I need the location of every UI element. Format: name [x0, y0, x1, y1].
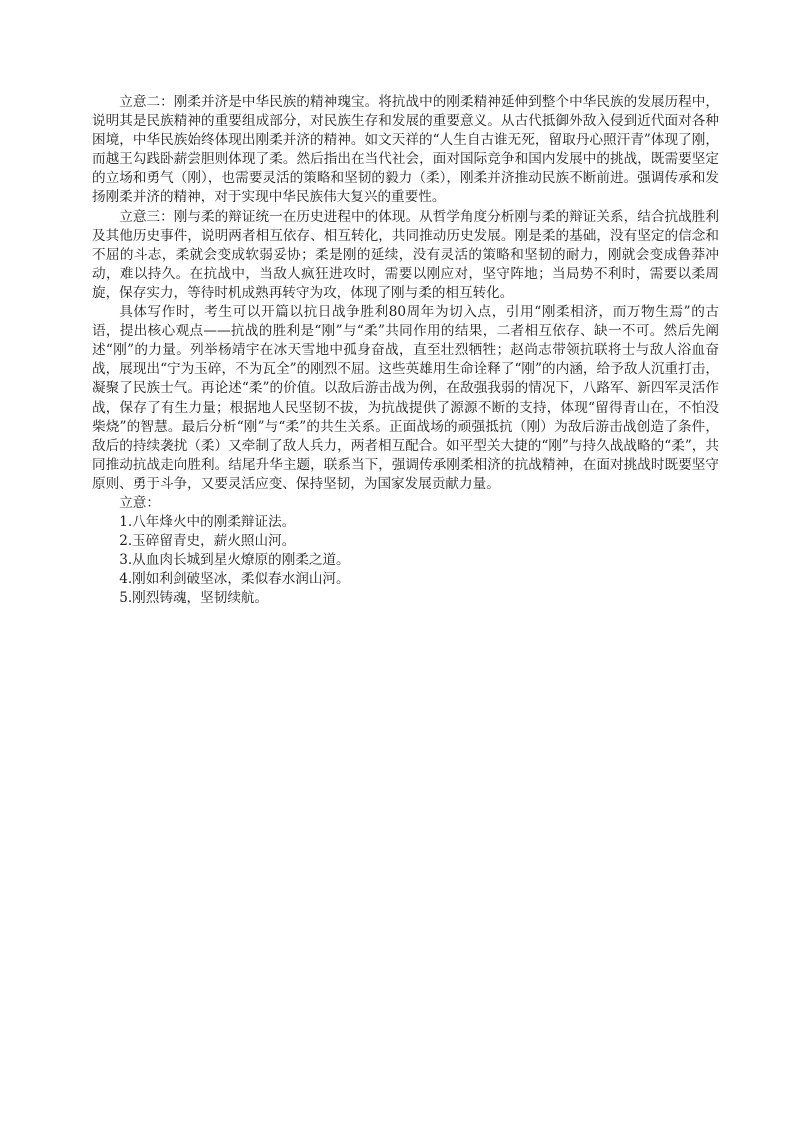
paragraph-writing-guide: 具体写作时，考生可以开篇以抗日战争胜利80周年为切入点，引用“刚柔相济，而万物生焉”的古语，提出核心观点——抗战的胜利是“刚”与“柔”共同作用的结果，二者相互依存、缺一不可。然后先阐述“刚”的力量。列举杨靖宇在冰天雪地中孤身奋战，直至壮烈牺牲；赵尚志带领抗联将士与敌人浴血奋战，展现出“宁为玉碎，不为瓦全”的刚烈不屈。这些英雄用生命诠释了“刚”的内涵，给予敌人沉重打击，凝聚了民族士气。再论述“柔”的价值。以敌后游击战为例，在敌强我弱的情况下，八路军、新四军灵活作战，保存了有生力量；根据地人民坚韧不拔，为抗战提供了源源不断的支持，体现“留得青山在，不怕没柴烧”的智慧。最后分析“刚”与“柔”的共生关系。正面战场的顽强抵抗（刚）为敌后游击战创造了条件，敌后的持续袭扰（柔）又牵制了敌人兵力，两者相互配合。如平型关大捷的“刚”与持久战战略的“柔”，共同推动抗战走向胜利。结尾升华主题，联系当下，强调传承刚柔相济的抗战精神，在面对挑战时既要坚守原则、勇于斗争，又要灵活应变、保持坚韧，为国家发展贡献力量。 — [92, 304, 719, 492]
document-body — [92, 93, 719, 609]
list-item: 3.从血肉长城到星火燎原的刚柔之道。 — [119, 552, 350, 569]
titles-heading: 立意： — [119, 494, 160, 511]
list-item: 2.玉碎留青史，薪火照山河。 — [119, 533, 296, 550]
paragraph-intent-two: 立意二：刚柔并济是中华民族的精神瑰宝。将抗战中的刚柔精神延伸到整个中华民族的发展历程中，说明其是民族精神的重要组成部分，对民族生存和发展的重要意义。从古代抵御外敌入侵到近代面对各种困境，中华民族始终体现出刚柔并济的精神。如文天祥的“人生自古谁无死，留取丹心照汗青”体现了刚，而越王勾践卧薪尝胆则体现了柔。然后指出在当代社会，面对国际竞争和国内发展中的挑战，既需要坚定的立场和勇气（刚），也需要灵活的策略和坚韧的毅力（柔），刚柔并济推动民族不断前进。强调传承和发扬刚柔并济的精神，对于实现中华民族伟大复兴的重要性。 — [92, 94, 719, 206]
title-list — [92, 513, 719, 608]
list-item: 5.刚烈铸魂，坚韧续航。 — [119, 590, 269, 607]
list-item: 4.刚如利剑破坚冰，柔似春水润山河。 — [119, 571, 350, 588]
paragraph-intent-three: 立意三：刚与柔的辩证统一在历史进程中的体现。从哲学角度分析刚与柔的辩证关系，结合抗战胜利及其他历史事件，说明两者相互依存、相互转化，共同推动历史发展。刚是柔的基础，没有坚定的信念和不屈的斗志，柔就会变成软弱妥协；柔是刚的延续，没有灵活的策略和坚韧的耐力，刚就会变成鲁莽冲动，难以持久。在抗战中，当敌人疯狂进攻时，需要以刚应对，坚守阵地；当局势不利时，需要以柔周旋，保存实力，等待时机成熟再转守为攻，体现了刚与柔的相互转化。 — [92, 208, 719, 301]
list-item: 1.八年烽火中的刚柔辩证法。 — [119, 514, 296, 531]
